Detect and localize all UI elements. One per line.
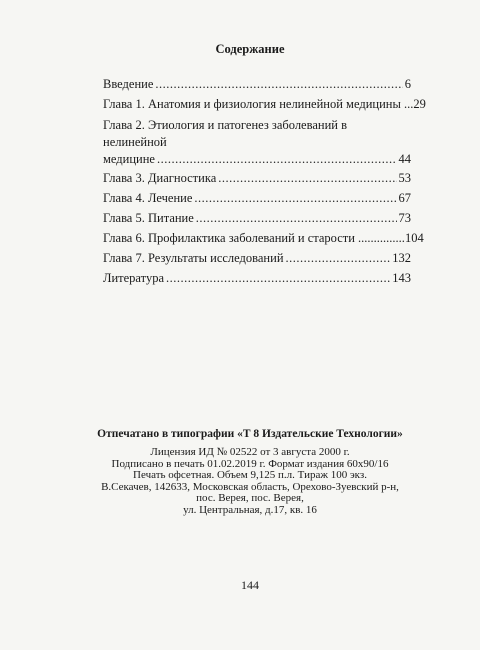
toc-leader-dots: [157, 151, 397, 168]
toc-entry-chapter-1: [103, 97, 426, 117]
toc-entry-label: Глава 6. Профилактика заболеваний и старости ...............: [103, 231, 405, 245]
page-number: 144: [241, 578, 259, 592]
toc-leader-dots: [196, 211, 397, 226]
toc-entry-page: 29: [413, 97, 426, 111]
toc-entry-label: Глава 7. Результаты исследований: [103, 251, 284, 265]
toc-entry-label: Глава 5. Питание: [103, 211, 194, 225]
toc-entry-chapter-2: [103, 117, 411, 168]
toc-entry-page: 67: [398, 191, 411, 205]
toc-entry-intro: [103, 77, 411, 97]
toc-entry-chapter-7: [103, 251, 411, 271]
toc-entry-label: Глава 3. Диагностика: [103, 171, 217, 185]
toc-leader-dots: [155, 77, 402, 92]
toc-title: Содержание: [215, 42, 285, 56]
imprint-address-1: В.Секачев, 142633, Московская область, Орехово-Зуевский р-н,: [101, 480, 399, 493]
toc-entry-page: 104: [404, 231, 424, 245]
toc-entry-chapter-4: [103, 191, 411, 211]
toc-entry-chapter-3: [103, 171, 411, 191]
toc-entry-label-line2: медицине: [103, 152, 155, 166]
toc-entry-chapter-5: [103, 211, 411, 231]
imprint-address-2: пос. Верея, пос. Верея,: [196, 492, 304, 504]
toc-entry-page: 6: [404, 77, 411, 91]
toc-entry-page: 53: [398, 171, 411, 185]
table-of-contents: [103, 77, 426, 291]
imprint-block: [0, 447, 480, 516]
toc-entry-literature: [103, 271, 411, 291]
toc-leader-dots: [194, 191, 396, 206]
toc-entry-page: 132: [392, 251, 411, 265]
toc-entry-page: 44: [398, 152, 411, 166]
toc-entry-label: Введение: [103, 77, 154, 91]
imprint-signed: Подписано в печать 01.02.2019 г. Формат издания 60x90/16: [111, 457, 389, 470]
printing-house-line: Отпечатано в типографии «Т 8 Издательские Технологии»: [97, 428, 403, 440]
toc-entry-label: Глава 1. Анатомия и физиология нелинейной медицины ...: [103, 97, 414, 111]
toc-entry-page: 143: [392, 271, 411, 285]
toc-entry-chapter-6: [103, 231, 424, 251]
imprint-license: Лицензия ИД № 02522 от 3 августа 2000 г.: [150, 446, 350, 458]
imprint-print-details: Печать офсетная. Объем 9,125 п.л. Тираж 100 экз.: [133, 469, 367, 481]
toc-entry-label: Глава 4. Лечение: [103, 191, 193, 205]
toc-entry-label-line1: Глава 2. Этиология и патогенез заболеваний в нелинейной: [103, 118, 347, 149]
toc-leader-dots: [166, 271, 390, 286]
toc-entry-page: 73: [398, 211, 411, 225]
imprint-address-3: ул. Центральная, д.17, кв. 16: [183, 503, 317, 516]
toc-leader-dots: [218, 171, 396, 186]
toc-entry-label: Литература: [103, 271, 164, 285]
toc-leader-dots: [286, 251, 391, 266]
